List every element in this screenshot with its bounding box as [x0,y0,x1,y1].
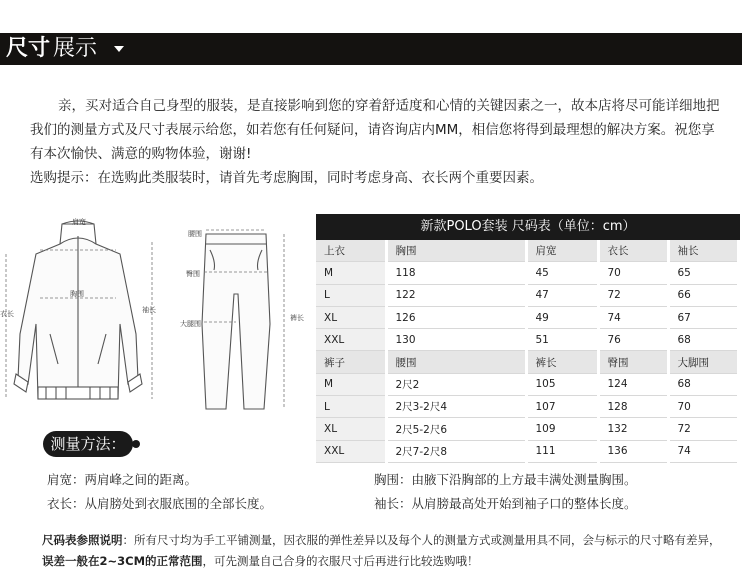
size-cell: XXL [316,440,386,462]
size-cell: M [316,262,386,284]
table-cell: 105 [526,373,598,395]
table-cell: 109 [526,418,598,440]
table-row [316,284,739,306]
table-header-cell: 胸围 [386,240,526,262]
waist-label: 腰围 [188,230,202,238]
table-header-cell: 臀围 [598,351,668,373]
size-cell: L [316,396,386,418]
table-cell: 67 [668,306,739,328]
measure-method-badge [43,431,133,457]
table-cell: 74 [598,306,668,328]
note-text-end: ，可先测量自己合身的衣服尺寸后再进行比较选购哦！ [202,554,479,568]
size-cell: M [316,373,386,395]
table-cell: 122 [386,284,526,306]
table-row [316,440,739,462]
table-cell: 68 [668,373,739,395]
measure-shoulder: 肩宽：两肩峰之间的距离。 [47,472,198,487]
table-row [316,262,739,284]
section-title-bold: 尺寸 [6,36,51,61]
size-chart-title: 新款POLO套装 尺码表（单位：cm） [316,214,740,240]
size-cell: XXL [316,329,386,351]
measure-method-label: 测量方法： [50,435,126,453]
table-header-cell: 裤子 [316,351,386,373]
caret-down-icon [114,46,124,52]
buying-tip: 选购提示：在选购此类服装时，请首先考虑胸围，同时考虑身高、衣长两个重要因素。 [30,170,543,186]
table-cell: 49 [526,306,598,328]
table-cell: 72 [598,284,668,306]
table-header-cell: 大脚围 [668,351,739,373]
table-cell: 47 [526,284,598,306]
intro-text [30,94,720,190]
table-row [316,329,739,351]
section-title: 展示 [53,36,98,61]
table-cell: 126 [386,306,526,328]
size-table [316,240,740,463]
size-cell: L [316,284,386,306]
table-cell: 111 [526,440,598,462]
table-row [316,306,739,328]
table-row [316,418,739,440]
table-row [316,373,739,395]
table-header-cell: 腰围 [386,351,526,373]
table-header-cell: 上衣 [316,240,386,262]
table-header-cell: 袖长 [668,240,739,262]
table-header-cell: 裤长 [526,351,598,373]
chest-label: 胸围 [70,290,84,298]
note-text: ：所有尺寸均为手工平铺测量，因衣服的弹性差异以及每个人的测量方式或测量用具不同，会与标示的尺寸略有差异， [122,533,721,547]
measure-sleeve: 袖长：从肩膀最高处开始到袖子口的整体长度。 [374,496,637,511]
table-cell: 70 [668,396,739,418]
table-cell: 72 [668,418,739,440]
table-cell: 70 [598,262,668,284]
pants-header-row [316,351,739,373]
table-cell: 66 [668,284,739,306]
table-row [316,396,739,418]
garment-figures [0,214,318,444]
table-cell: 128 [598,396,668,418]
measure-length: 衣长：从肩膀处到衣服底围的全部长度。 [47,496,273,511]
shoulder-label: 肩宽 [72,218,86,226]
table-cell: 45 [526,262,598,284]
table-cell: 76 [598,329,668,351]
pants-length-label: 裤长 [290,314,304,322]
table-cell: 51 [526,329,598,351]
table-cell: 132 [598,418,668,440]
table-header-cell: 衣长 [598,240,668,262]
table-cell: 107 [526,396,598,418]
table-cell: 74 [668,440,739,462]
badge-dot [132,440,140,448]
size-chart [316,214,740,458]
table-cell: 136 [598,440,668,462]
size-cell: XL [316,306,386,328]
table-cell: 124 [598,373,668,395]
table-cell: 2尺3-2尺4 [386,396,526,418]
size-cell: XL [316,418,386,440]
table-cell: 2尺7-2尺8 [386,440,526,462]
hip-label: 臀围 [186,270,200,278]
measure-chest: 胸围：由腋下沿胸部的上方最丰满处测量胸围。 [374,472,637,487]
length-label: 衣长 [0,310,14,318]
table-cell: 68 [668,329,739,351]
note-emphasis: 误差一般在2~3CM的正常范围 [42,554,203,568]
table-cell: 2尺2 [386,373,526,395]
table-cell: 2尺5-2尺6 [386,418,526,440]
table-header-cell: 肩宽 [526,240,598,262]
table-cell: 130 [386,329,526,351]
intro-paragraph: 亲，买对适合自己身型的服装，是直接影响到您的穿着舒适度和心情的关键因素之一，故本店将尽可能详细地把我们的测量方式及尺寸表展示给您，如若您有任何疑问，请咨询店内MM，相信您将得到最理想的解决方案。祝您享有本次愉快、满意的购物体验，谢谢! [30,98,720,162]
top-header-row [316,240,739,262]
note-label: 尺码表参照说明 [42,533,123,547]
sleeve-label: 袖长 [142,306,156,314]
table-cell: 65 [668,262,739,284]
size-chart-note [42,530,722,572]
section-header [0,33,742,65]
thigh-label: 大腿围 [180,320,201,328]
table-cell: 118 [386,262,526,284]
